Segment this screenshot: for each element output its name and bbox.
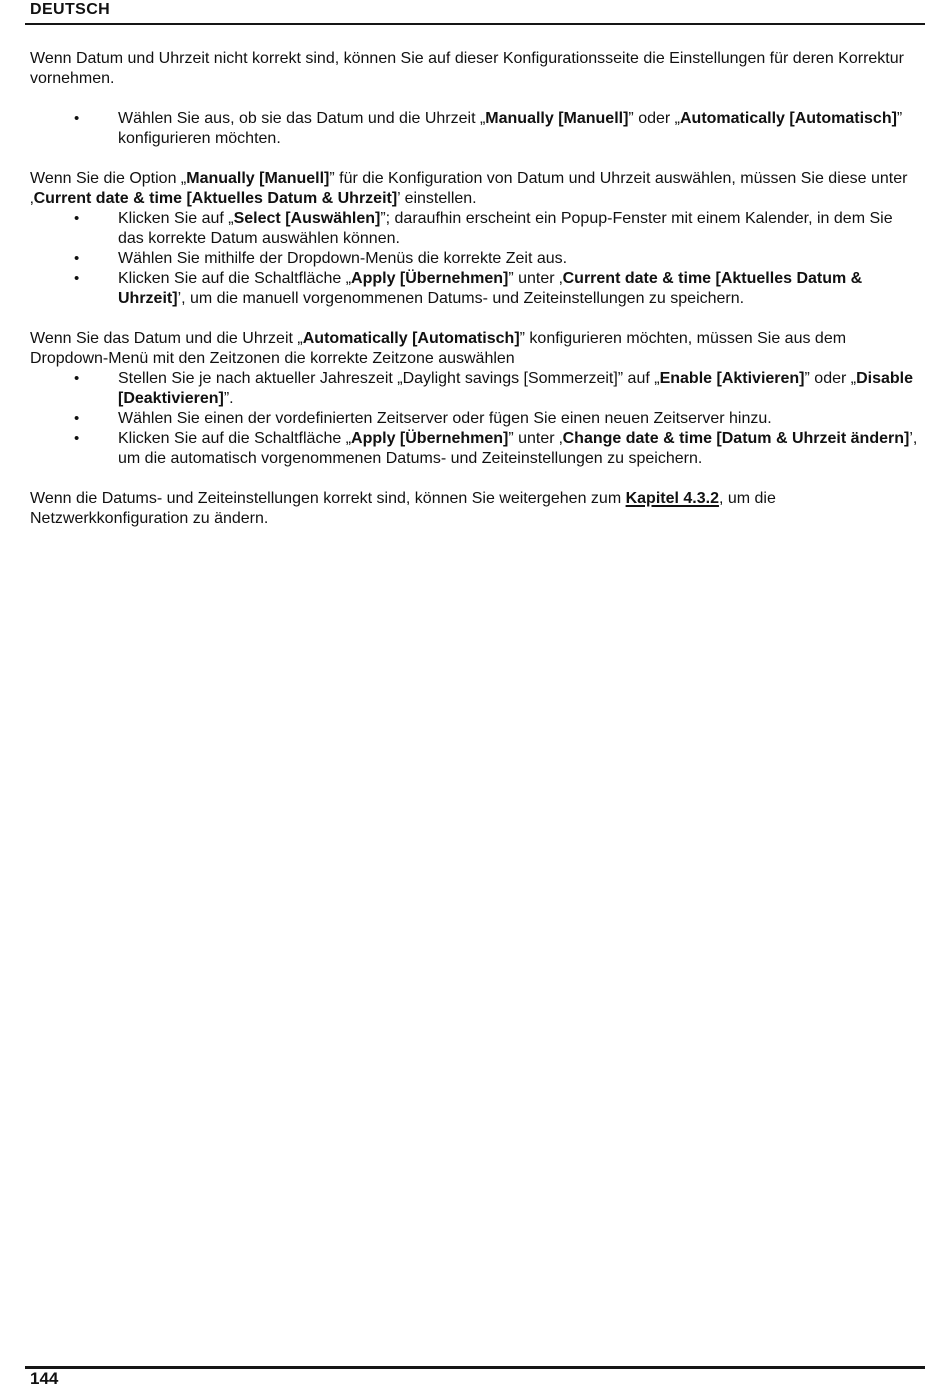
term-manually: Manually [Manuell]: [485, 110, 629, 127]
text-run: Wenn die Datums- und Zeiteinstellungen korrekt sind, können Sie weitergehen zum: [30, 490, 626, 507]
text-run: Klicken Sie auf die Schaltfläche „: [118, 270, 352, 287]
text-run: ” konfigurieren möchten, müssen Sie aus dem Dropdown-Menü mit den Zeitzonen die korrekte Zeitzone auswählen: [30, 330, 847, 367]
paragraph-automatic-config: [30, 329, 920, 369]
bullet-icon: •: [74, 410, 80, 427]
text-run: ’, um die automatisch vorgenommenen Datums- und Zeiteinstellungen zu speichern.: [118, 430, 918, 467]
text-run: Wenn Sie die Option „: [30, 170, 187, 187]
page-content: [0, 0, 950, 529]
text-run: ’ einstellen.: [397, 190, 477, 207]
list-item-apply-manual: [30, 269, 920, 309]
term-current-date-time: Current date & time [Aktuelles Datum & Uhrzeit]: [118, 270, 863, 307]
term-select: Select [Auswählen]: [233, 210, 381, 227]
term-automatically: Automatically [Automatisch]: [680, 110, 897, 127]
bullet-icon: •: [74, 270, 80, 287]
text-run: ” oder „: [628, 110, 680, 127]
term-automatically: Automatically [Automatisch]: [302, 330, 520, 347]
term-manually: Manually [Manuell]: [186, 170, 330, 187]
term-apply: Apply [Übernehmen]: [351, 270, 509, 287]
text-run: ” konfigurieren möchten.: [118, 110, 903, 147]
list-item-choose-time: [30, 249, 920, 269]
text-run: Wählen Sie einen der vordefinierten Zeitserver oder fügen Sie einen neuen Zeitserver hinzu.: [118, 410, 772, 427]
text-run: ’, um die manuell vorgenommenen Datums- und Zeiteinstellungen zu speichern.: [177, 290, 745, 307]
text-run: ”.: [223, 390, 234, 407]
paragraph-intro: [30, 49, 920, 89]
footer-divider: [25, 1366, 925, 1369]
term-current-date-time: Current date & time [Aktuelles Datum & Uhrzeit]: [33, 190, 398, 207]
manual-steps-list: [30, 209, 920, 309]
text-run: Klicken Sie auf „: [118, 210, 234, 227]
text-run: ” unter ‚: [508, 430, 563, 447]
list-item-daylight-savings: [30, 369, 920, 409]
text-run: Wählen Sie aus, ob sie das Datum und die Uhrzeit „: [118, 110, 486, 127]
bullet-icon: •: [74, 210, 80, 227]
text-run: , um die Netzwerkkonfiguration zu ändern.: [30, 490, 776, 527]
text-run: Wenn Datum und Uhrzeit nicht korrekt sind, können Sie auf dieser Konfigurationsseite die Einstellungen für deren Korrektur vornehmen.: [30, 50, 904, 87]
text-run: ”; daraufhin erscheint ein Popup-Fenster mit einem Kalender, in dem Sie das korrekte Datum auswählen können.: [118, 210, 893, 247]
text-run: Stellen Sie je nach aktueller Jahreszeit „Daylight savings [Sommerzeit]” auf „: [118, 370, 660, 387]
bullet-icon: •: [74, 250, 80, 267]
page-header-language: DEUTSCH: [30, 1, 111, 18]
list-item-mode-selection: [30, 109, 920, 149]
text-run: ” oder „: [804, 370, 857, 387]
mode-selection-list: [30, 109, 920, 149]
paragraph-manual-config: [30, 169, 920, 209]
text-run: ” für die Konfiguration von Datum und Uhrzeit auswählen, müssen Sie diese unter ‚: [30, 170, 908, 207]
text-run: Wenn Sie das Datum und die Uhrzeit „: [30, 330, 303, 347]
header-divider: [25, 23, 925, 25]
text-run: Wählen Sie mithilfe der Dropdown-Menüs die korrekte Zeit aus.: [118, 250, 568, 267]
automatic-steps-list: [30, 369, 920, 469]
text-run: ” unter ‚: [508, 270, 563, 287]
term-apply: Apply [Übernehmen]: [351, 430, 509, 447]
bullet-icon: •: [74, 370, 80, 387]
bullet-icon: •: [74, 110, 80, 127]
list-item-apply-automatic: [30, 429, 920, 469]
term-change-date-time: Change date & time [Datum & Uhrzeit ändern]: [562, 430, 910, 447]
text-run: Klicken Sie auf die Schaltfläche „: [118, 430, 352, 447]
page-header: [30, 0, 920, 25]
list-item-timeserver: [30, 409, 920, 429]
page-number: 144: [30, 1369, 59, 1388]
chapter-reference-link[interactable]: Kapitel 4.3.2: [625, 490, 719, 507]
term-disable: Disable [Deaktivieren]: [118, 370, 914, 407]
list-item-select-date: [30, 209, 920, 249]
bullet-icon: •: [74, 430, 80, 447]
term-enable: Enable [Aktivieren]: [659, 370, 805, 387]
page-footer: [0, 1366, 950, 1388]
paragraph-closing: [30, 489, 920, 529]
